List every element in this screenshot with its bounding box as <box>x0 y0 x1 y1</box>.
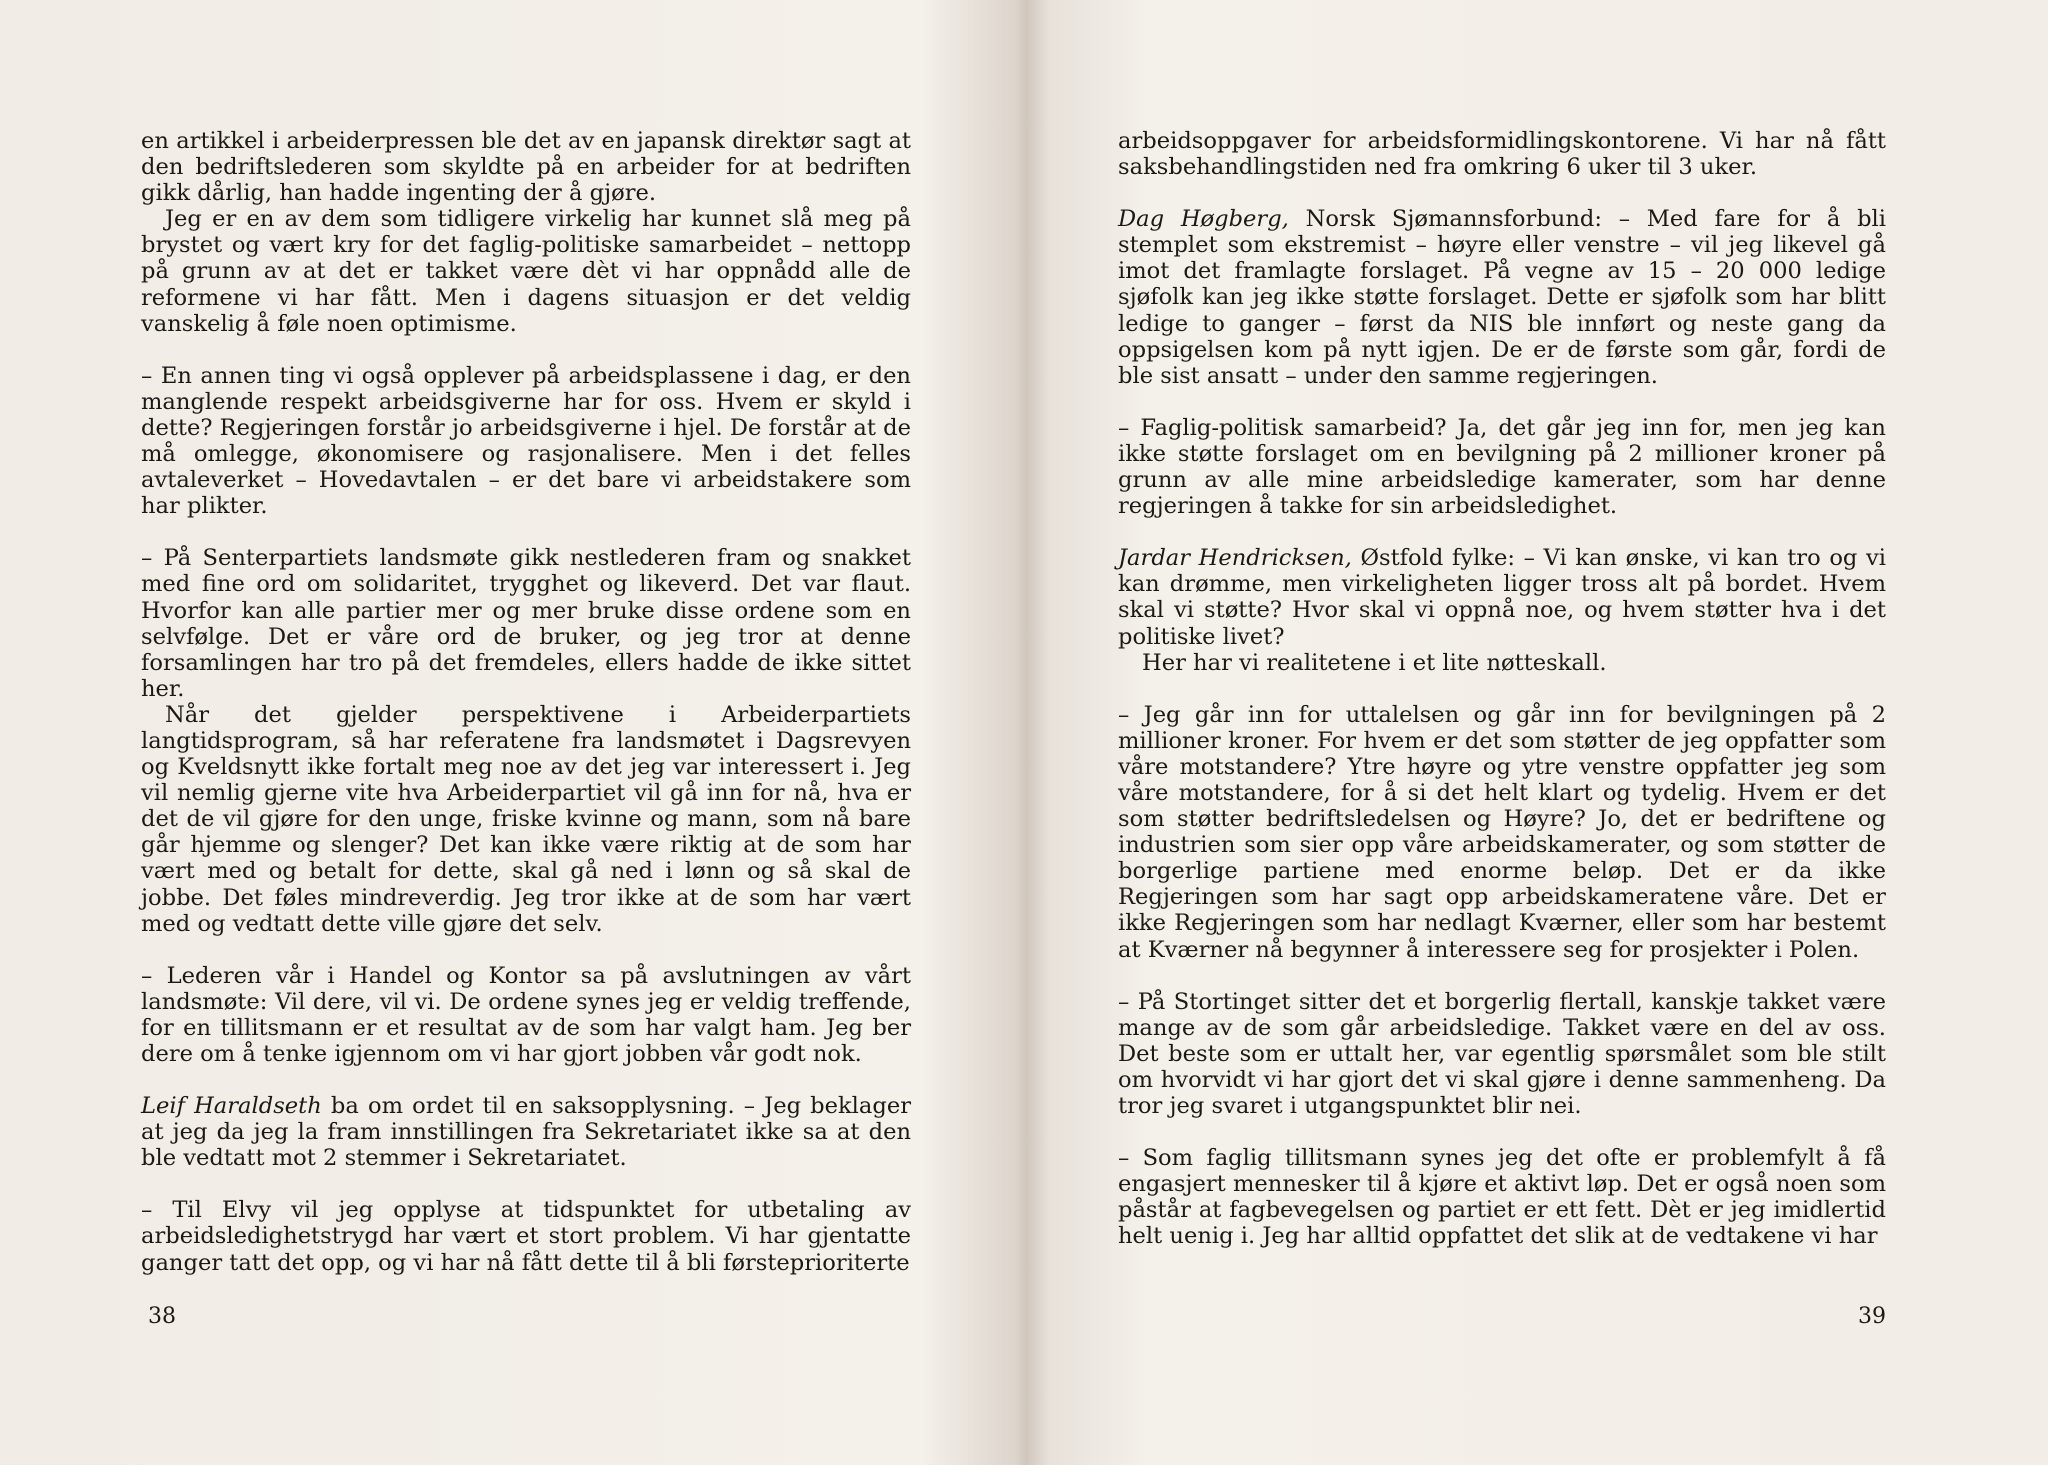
paragraph: – Jeg går inn for uttalelsen og går inn for bevilgningen på 2 millioner kroner. For hvem er det som støtter de jeg oppfatter som våre motstandere? Ytre høyre og ytre venstre oppfatter jeg som våre motstandere, for å si det helt klart og tydelig. Hvem er det som støtter bedriftsledelsen og Høyre? Jo, det er bedriftene og industrien som sier opp våre arbeidskamerater, og som støtter de borgerlige partiene med enorme beløp. Det er da ikke Regjeringen som har sagt opp arbeidskameratene våre. Det er ikke Regjeringen som har nedlagt Kværner, eller som har bestemt at Kværner nå begynner å interessere seg for prosjekter i Polen. <box>1118 701 1886 963</box>
speaker-paragraph <box>1118 206 1886 389</box>
speaker-name: Leif Haraldseth <box>141 1093 322 1120</box>
paragraph: arbeidsoppgaver for arbeidsformidlingskontorene. Vi har nå fått saksbehandlingstiden ned fra omkring 6 uker til 3 uker. <box>1118 128 1886 181</box>
paragraph: – På Stortinget sitter det et borgerlig flertall, kanskje takket være mange av de som går arbeidsledige. Takket være en del av oss. Det beste som er uttalt her, var egentlig spørsmålet som ble stilt om hvorvidt vi har gjort det vi skal gjøre i denne sammenheng. Da tror jeg svaret i utgangspunktet blir nei. <box>1118 988 1886 1119</box>
paragraph: en artikkel i arbeiderpressen ble det av en japansk direktør sagt at den bedriftslederen som skyldte på en arbeider for at bedriften gikk dårlig, han hadde ingenting der å gjøre. <box>141 128 911 207</box>
paragraph: Her har vi realitetene i et lite nøtteskall. <box>1142 649 1607 676</box>
paragraph: – Faglig-politisk samarbeid? Ja, det går jeg inn for, men jeg kan ikke støtte forslaget om en bevilgning på 2 millioner kroner på grunn av alle mine arbeidsledige kamerater, som har denne regjeringen å takke for sin arbeidsledighet. <box>1118 414 1886 520</box>
paragraph: – På Senterpartiets landsmøte gikk nestlederen fram og snakket med fine ord om solidaritet, trygghet og likeverd. Det var flaut. Hvorfor kan alle partier mer og mer bruke disse ordene som en selvfølge. Det er våre ord de bruker, og jeg tror at denne forsamlingen har tro på det fremdeles, ellers hadde de ikke sittet her. <box>141 545 911 702</box>
speaker-text: ba om ordet til en saksopplysning. – Jeg beklager at jeg da jeg la fram innstillingen fra Sekretariatet ikke sa at den ble vedtatt mot 2 stemmer i Sekretariatet. <box>141 1093 912 1172</box>
speaker-paragraph <box>141 1093 911 1171</box>
speaker-name: Jardar Hendricksen, <box>1118 545 1352 572</box>
speaker-text: Østfold fylke: – Vi kan ønske, vi kan tro og vi kan drømme, men virkeligheten ligger tross alt på bordet. Hvem skal vi støtte? Hvor skal vi oppnå noe, og hvem støtter hva i det politiske livet? <box>1118 545 1886 650</box>
left-page <box>141 128 911 1276</box>
page-number-left: 38 <box>148 1304 176 1329</box>
paragraph: Når det gjelder perspektivene i Arbeiderpartiets langtidsprogram, så har referatene fra landsmøtet i Dagsrevyen og Kveldsnytt ikke fortalt meg noe av det jeg var interessert i. Jeg vil nemlig gjerne vite hva Arbeiderpartiet vil gå inn for nå, hva er det de vil gjøre for den unge, friske kvinne og mann, som nå bare går hjemme og slenger? Det kan ikke være riktig at de som har vært med og betalt for dette, skal gå ned i lønn og så skal de jobbe. Det føles mindreverdig. Jeg tror ikke at de som har vært med og vedtatt dette ville gjøre det selv. <box>141 701 911 937</box>
paragraph: – Som faglig tillitsmann synes jeg det ofte er problemfylt å få engasjert mennesker til å kjøre et aktivt løp. Det er også noen som påstår at fagbevegelsen og partiet er ett fett. Dèt er jeg imidlertid helt uenig i. Jeg har alltid oppfattet det slik at de vedtakene vi har <box>1118 1145 1886 1250</box>
speaker-paragraph <box>1118 545 1886 649</box>
speaker-text: Norsk Sjømannsforbund: – Med fare for å bli stemplet som ekstremist – høyre eller venstre – vil jeg likevel gå imot det framlagte forslaget. På vegne av 15 – 20 000 ledige sjøfolk kan jeg ikke støtte forslaget. Dette er sjøfolk som har blitt ledige to ganger – først da NIS ble innført og neste gang da oppsigelsen kom på nytt igjen. De er de første som går, fordi de ble sist ansatt – under den samme regjeringen. <box>1118 206 1887 389</box>
paragraph: – En annen ting vi også opplever på arbeidsplassene i dag, er den manglende respekt arbeidsgiverne har for oss. Hvem er skyld i dette? Regjeringen forstår jo arbeidsgiverne i hjel. De forstår at de må omlegge, økonomisere og rasjonalisere. Men i det felles avtaleverket – Hovedavtalen – er det bare vi arbeidstakere som har plikter. <box>141 362 911 520</box>
speaker-name: Dag Høgberg, <box>1118 206 1289 233</box>
paragraph: – Til Elvy vil jeg opplyse at tidspunktet for utbetaling av arbeidsledighetstrygd har vært et stort problem. Vi har gjentatte ganger tatt det opp, og vi har nå fått dette til å bli førsteprioriterte <box>141 1197 911 1276</box>
paragraph: – Lederen vår i Handel og Kontor sa på avslutningen av vårt landsmøte: Vil dere, vil vi. De ordene synes jeg er veldig treffende, for en tillitsmann er et resultat av de som har valgt ham. Jeg ber dere om å tenke igjennom om vi har gjort jobben vår godt nok. <box>141 962 911 1067</box>
right-page <box>1118 128 1886 1249</box>
paragraph: Jeg er en av dem som tidligere virkelig har kunnet slå meg på brystet og vært kry for det faglig-politiske samarbeidet – nettopp på grunn av at det er takket være dèt vi har oppnådd alle de reformene vi har fått. Men i dagens situasjon er det veldig vanskelig å føle noen optimisme. <box>141 206 911 337</box>
page-number-right: 39 <box>1858 1304 1886 1329</box>
